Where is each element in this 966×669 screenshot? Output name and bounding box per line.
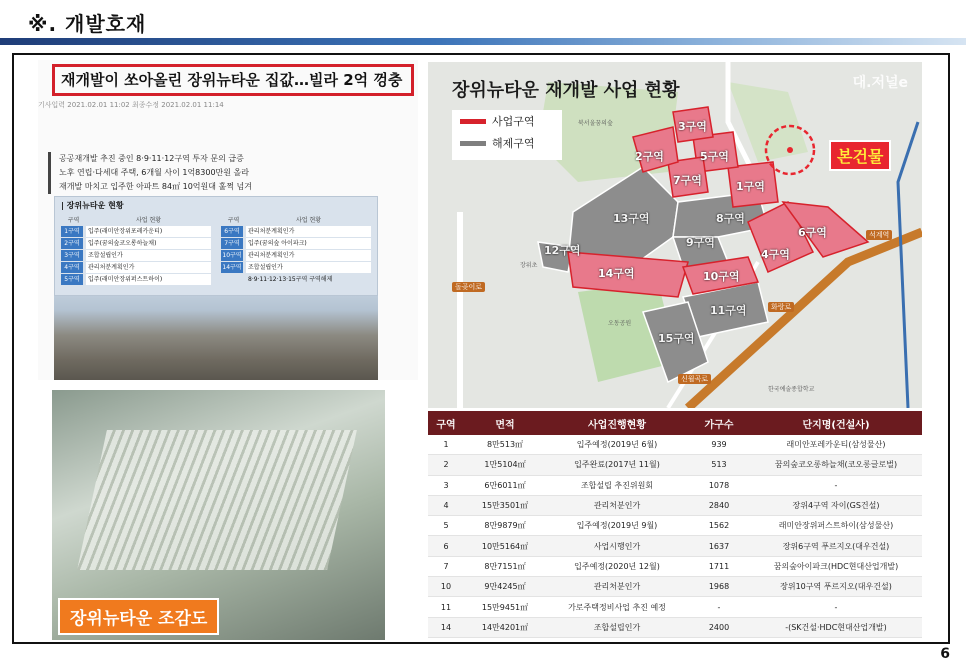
legend-item-released: 해제구역 [452, 132, 562, 154]
zone-label-2: 2구역 [635, 150, 664, 163]
status-header-zone: 구역 [67, 217, 80, 224]
table-header-progress: 사업진행현황 [546, 411, 688, 435]
table-row: 4 15만3501㎡ 관리처분인가 2840 장위4구역 자이(GS건설) [428, 495, 922, 515]
legend-item-active: 사업구역 [452, 110, 562, 132]
status-row: 1구역 입주(래미안장위포레카운티) [61, 226, 211, 237]
table-header-households: 가구수 [688, 411, 750, 435]
page-number: 6 [940, 646, 950, 662]
table-header-row [428, 411, 922, 435]
zone-label-15: 15구역 [658, 332, 695, 345]
aerial-rendering [52, 390, 385, 640]
table-row: 7 8만7151㎡ 입주예정(2020년 12월) 1711 꿈의숲아이파크(HDC현대산업개발) [428, 556, 922, 576]
news-headline: 재개발이 쏘아올린 장위뉴타운 집값…빌라 2억 껑충 [52, 64, 414, 96]
table-header-area: 면적 [464, 411, 546, 435]
news-bullet: 재개발 마치고 입주한 아파트 84㎡ 10억원대 훌쩍 넘겨 [59, 182, 252, 191]
site-marker-dot [787, 147, 793, 153]
road-label-dolgoji: 돌곶이로 [452, 282, 485, 292]
place-label-school: 장위초 [520, 262, 538, 269]
zone-label-8: 8구역 [716, 212, 745, 225]
redevelopment-map [428, 62, 922, 408]
table-row: 14 14만4201㎡ 조합설립인가 2400 -(SK건설·HDC현대산업개발) [428, 617, 922, 637]
aerial-apartment-blocks [77, 430, 357, 570]
status-panel [54, 196, 378, 296]
table-row: 5 8만9879㎡ 입주예정(2019년 9월) 1562 래미안장위퍼스트하이(삼성물산) [428, 516, 922, 536]
status-row: 4구역 관리처분계획인가 [61, 262, 211, 273]
zone-label-1: 1구역 [736, 180, 765, 193]
news-bullets [48, 152, 252, 194]
status-header-zone: 구역 [227, 217, 240, 224]
table-row: 10 9만4245㎡ 관리처분인가 1968 장위10구역 푸르지오(대우건설) [428, 577, 922, 597]
road-label-seokgye: 석계역 [866, 230, 892, 240]
zone-label-7: 7구역 [673, 174, 702, 187]
road-label-sinwolgok: 신월곡로 [678, 374, 711, 384]
status-col-right [221, 215, 371, 286]
legend-swatch-gray [460, 141, 486, 146]
status-header-stage: 사업 현황 [135, 217, 162, 224]
status-row: 5구역 입주(래미안장위퍼스트하이) [61, 274, 211, 285]
aerial-label: 장위뉴타운 조감도 [58, 598, 219, 635]
zone-label-11: 11구역 [710, 304, 747, 317]
legend-swatch-red [460, 119, 486, 124]
place-label-odong: 오동공원 [608, 320, 632, 327]
status-row: 7구역 입주(꿈의숲 아이파크) [221, 238, 371, 249]
news-bullet: 노후 연립·다세대 주택, 6개월 사이 1억8300만원 올라 [59, 168, 249, 177]
status-panel-title: | 장위뉴타운 현황 [61, 201, 124, 210]
table-row: 3 6만6011㎡ 조합설립 추진위원회 1078 - [428, 475, 922, 495]
zone-label-3: 3구역 [678, 120, 707, 133]
table-header-complex: 단지명(건설사) [750, 411, 922, 435]
status-row: 3구역 조합설립인가 [61, 250, 211, 261]
title-accent-bar [0, 38, 966, 45]
table-row: 6 10만5164㎡ 사업시행인가 1637 장위6구역 푸르지오(대우건설) [428, 536, 922, 556]
status-col-left [61, 215, 211, 286]
map-title: 장위뉴타운 재개발 사업 현황 [452, 80, 680, 101]
zone-label-4: 4구역 [761, 248, 790, 261]
zone-label-13: 13구역 [613, 212, 650, 225]
status-header-stage: 사업 현황 [295, 217, 322, 224]
road-label-hwarang: 화랑로 [768, 302, 794, 312]
status-row: 8·9·11·12·13·15구역 구역해제 [248, 276, 333, 283]
zone-label-5: 5구역 [700, 150, 729, 163]
zone-label-14: 14구역 [598, 267, 635, 280]
zone-label-6: 6구역 [798, 226, 827, 239]
place-label-arts: 한국예술종합학교 [768, 386, 815, 393]
site-label: 본건물 [829, 140, 891, 171]
zone-label-12: 12구역 [544, 244, 581, 257]
table-row: 11 15만9451㎡ 가로주택정비사업 추진 예정 - - [428, 597, 922, 617]
zone-status-table [428, 411, 922, 638]
table-row: 1 8만513㎡ 입주예정(2019년 6월) 939 래미안포레카운티(삼성물산) [428, 435, 922, 455]
status-row: 2구역 입주(꿈의숲코오롱하늘채) [61, 238, 211, 249]
status-row: 10구역 관리처분계획인가 [221, 250, 371, 261]
status-row: 6구역 관리처분계획인가 [221, 226, 371, 237]
table-header-zone: 구역 [428, 411, 464, 435]
news-meta: 기사입력 2021.02.01 11:02 최종수정 2021.02.01 11:14 [38, 101, 224, 109]
news-bullet: 공공재개발 추진 중인 8·9·11·12구역 투자 문의 급증 [59, 154, 244, 163]
place-label-park: 북서울꿈의숲 [578, 120, 613, 127]
zone-label-10: 10구역 [703, 270, 740, 283]
table-row: 2 1만5104㎡ 입주완료(2017년 11월) 513 꿈의숲코오롱하늘채(코오롱글로벌) [428, 455, 922, 475]
map-legend [452, 110, 562, 160]
slide-title: ※. 개발호재 [28, 12, 147, 36]
status-row: 14구역 조합설립인가 [221, 262, 371, 273]
map-brand: 대.저널e [852, 75, 908, 91]
zone-label-9: 9구역 [686, 236, 715, 249]
